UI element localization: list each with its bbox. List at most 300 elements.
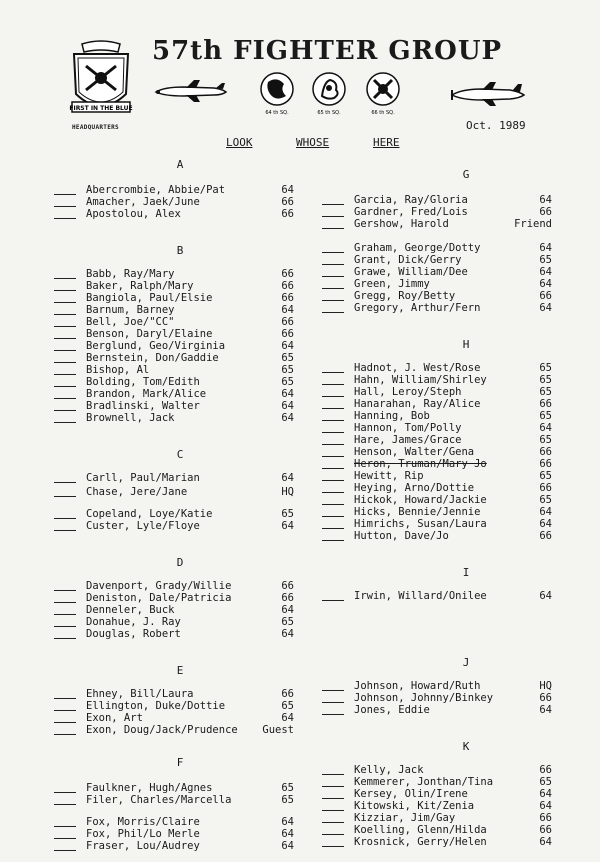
roster-entry — [54, 280, 304, 292]
member-name: Deniston, Dale/Patricia — [86, 592, 232, 604]
checkoff-blank[interactable] — [54, 290, 76, 291]
squadron-code: 65 — [539, 374, 552, 386]
member-name: Jones, Eddie — [354, 704, 430, 716]
checkoff-blank[interactable] — [54, 792, 76, 793]
checkoff-blank[interactable] — [54, 410, 76, 411]
squadron-code: 65 — [281, 376, 294, 388]
checkoff-blank[interactable] — [322, 786, 344, 787]
checkoff-blank[interactable] — [322, 264, 344, 265]
member-name: Copeland, Loye/Katie — [86, 508, 213, 520]
checkoff-blank[interactable] — [322, 774, 344, 775]
roster-entry — [54, 376, 304, 388]
roster-entry — [54, 628, 304, 640]
roster-entry — [322, 506, 572, 518]
squadron-code: 64 — [281, 840, 294, 852]
member-name: Hahn, William/Shirley — [354, 374, 487, 386]
member-name: Exon, Doug/Jack/Prudence — [86, 724, 238, 736]
member-name: Johnson, Howard/Ruth — [354, 680, 481, 692]
squadron-code: 64 — [539, 788, 552, 800]
member-name: Bishop, Al — [86, 364, 150, 376]
member-name: Fraser, Lou/Audrey — [86, 840, 200, 852]
roster-entry — [54, 486, 304, 498]
squadron-code: 66 — [539, 206, 552, 218]
member-name: Custer, Lyle/Floye — [86, 520, 200, 532]
roster-entry — [54, 688, 304, 700]
roster-entry — [322, 290, 572, 302]
member-name: Hannon, Tom/Polly — [354, 422, 462, 434]
member-name: Kitowski, Kit/Zenia — [354, 800, 475, 812]
squadron-code: 66 — [281, 316, 294, 328]
roster-entry — [54, 412, 304, 424]
checkoff-blank[interactable] — [322, 504, 344, 505]
checkoff-blank[interactable] — [54, 338, 76, 339]
roster-entry — [322, 266, 572, 278]
squadron-code: 65 — [539, 410, 552, 422]
member-name: Fox, Phil/Lo Merle — [86, 828, 200, 840]
roster-entry — [54, 840, 304, 852]
member-name: Heying, Arno/Dottie — [354, 482, 475, 494]
squadron-code: 65 — [281, 700, 294, 712]
checkoff-blank[interactable] — [322, 408, 344, 409]
squadron-code: 64 — [281, 604, 294, 616]
roster-entry — [322, 374, 572, 386]
checkoff-blank[interactable] — [322, 288, 344, 289]
checkoff-blank[interactable] — [322, 468, 344, 469]
roster-entry — [322, 446, 572, 458]
member-name: Garcia, Ray/Gloria — [354, 194, 468, 206]
roster-entry — [322, 242, 572, 254]
roster-entry — [54, 316, 304, 328]
checkoff-blank[interactable] — [322, 228, 344, 229]
squadron-code: 66 — [539, 482, 552, 494]
squadron-code: 66 — [281, 268, 294, 280]
checkoff-blank[interactable] — [54, 362, 76, 363]
section-letter-a: A — [176, 158, 184, 171]
checkoff-blank[interactable] — [54, 518, 76, 519]
squadron-code: 66 — [539, 398, 552, 410]
roster-entry — [322, 836, 572, 848]
checkoff-blank[interactable] — [322, 252, 344, 253]
squadron-code: 66 — [281, 280, 294, 292]
roster-entry — [54, 580, 304, 592]
squadron-code: 64 — [281, 412, 294, 424]
member-name: Koelling, Glenn/Hilda — [354, 824, 487, 836]
squadron-code: 64 — [539, 590, 552, 602]
squadron-code: 64 — [539, 704, 552, 716]
member-name: Grant, Dick/Gerry — [354, 254, 462, 266]
checkoff-blank[interactable] — [322, 384, 344, 385]
roster-entry — [54, 388, 304, 400]
checkoff-blank[interactable] — [54, 314, 76, 315]
member-name: Bell, Joe/"CC" — [86, 316, 175, 328]
member-name: Kemmerer, Jonthan/Tina — [354, 776, 494, 788]
roster-entry — [54, 712, 304, 724]
section-letter-i: I — [462, 566, 470, 579]
roster-entry — [322, 800, 572, 812]
member-name: Faulkner, Hugh/Agnes — [86, 782, 213, 794]
roster-entry — [322, 494, 572, 506]
roster-entry — [322, 254, 572, 266]
checkoff-blank[interactable] — [322, 204, 344, 205]
roster-entry — [54, 616, 304, 628]
squadron-code: 64 — [539, 302, 552, 314]
squadron-code: 65 — [281, 508, 294, 520]
checkoff-blank[interactable] — [322, 690, 344, 691]
roster-entry — [322, 776, 572, 788]
member-name: Bradlinski, Walter — [86, 400, 200, 412]
checkoff-blank[interactable] — [322, 798, 344, 799]
member-name: Donahue, J. Ray — [86, 616, 181, 628]
checkoff-blank[interactable] — [322, 528, 344, 529]
roster-entry — [322, 704, 572, 716]
squadron-code: 64 — [281, 712, 294, 724]
roster-entry — [322, 194, 572, 206]
roster-entry — [54, 592, 304, 604]
checkoff-blank[interactable] — [322, 372, 344, 373]
roster-entry — [322, 434, 572, 446]
roster-entry — [322, 764, 572, 776]
member-name: Abercrombie, Abbie/Pat — [86, 184, 226, 196]
squadron-code: 64 — [539, 266, 552, 278]
checkoff-blank[interactable] — [322, 216, 344, 217]
squadron-code: 65 — [281, 794, 294, 806]
squadron-code: 64 — [281, 520, 294, 532]
roster-entry — [322, 422, 572, 434]
checkoff-blank[interactable] — [54, 626, 76, 627]
roster-entry — [54, 340, 304, 352]
checkoff-blank[interactable] — [54, 386, 76, 387]
checkoff-blank[interactable] — [54, 350, 76, 351]
member-name: Henson, Walter/Gena — [354, 446, 475, 458]
squadron-code: 64 — [281, 828, 294, 840]
roster-entry — [322, 278, 572, 290]
roster-entry — [322, 812, 572, 824]
roster-entry — [322, 518, 572, 530]
roster-entry — [54, 196, 304, 208]
checkoff-blank[interactable] — [322, 456, 344, 457]
roster-entry — [54, 724, 304, 736]
member-name: Filer, Charles/Marcella — [86, 794, 232, 806]
roster-entry — [322, 302, 572, 314]
squadron-code: 65 — [281, 364, 294, 376]
member-name: Apostolou, Alex — [86, 208, 181, 220]
member-name: Irwin, Willard/Onilee — [354, 590, 487, 602]
member-name: Kersey, Olin/Irene — [354, 788, 468, 800]
squadron-code: 65 — [539, 362, 552, 374]
checkoff-blank[interactable] — [322, 396, 344, 397]
member-name: Babb, Ray/Mary — [86, 268, 175, 280]
checkoff-blank[interactable] — [322, 432, 344, 433]
member-name: Hare, James/Grace — [354, 434, 462, 446]
squadron-code: 66 — [281, 592, 294, 604]
squadron-code: 65 — [281, 352, 294, 364]
checkoff-blank[interactable] — [54, 638, 76, 639]
checkoff-blank[interactable] — [54, 850, 76, 851]
roster-entry — [322, 692, 572, 704]
checkoff-blank[interactable] — [54, 710, 76, 711]
roster-entry — [322, 218, 572, 230]
member-name: Brownell, Jack — [86, 412, 175, 424]
checkoff-blank[interactable] — [322, 312, 344, 313]
member-name: Hanarahan, Ray/Alice — [354, 398, 481, 410]
member-name: Ehney, Bill/Laura — [86, 688, 194, 700]
roster-entry — [54, 520, 304, 532]
66th-squadron-badge-icon — [364, 72, 402, 116]
member-name: Green, Jimmy — [354, 278, 430, 290]
checkoff-blank[interactable] — [54, 722, 76, 723]
section-letter-f: F — [176, 756, 184, 769]
squadron-code: 64 — [539, 506, 552, 518]
member-name: Himrichs, Susan/Laura — [354, 518, 487, 530]
roster-entry — [54, 292, 304, 304]
64th-squadron-label: 64 th SQ. — [265, 110, 289, 116]
checkoff-blank[interactable] — [54, 530, 76, 531]
squadron-code: 66 — [281, 208, 294, 220]
checkoff-blank[interactable] — [322, 600, 344, 601]
squadron-code: 66 — [281, 580, 294, 592]
member-name: Exon, Art — [86, 712, 143, 724]
checkoff-blank[interactable] — [322, 516, 344, 517]
squadron-code: 66 — [539, 812, 552, 824]
squadron-code: 66 — [539, 692, 552, 704]
roster-entry — [54, 794, 304, 806]
roster-entry — [322, 788, 572, 800]
section-letter-c: C — [176, 448, 184, 461]
squadron-code: 65 — [281, 616, 294, 628]
checkoff-blank[interactable] — [54, 734, 76, 735]
member-name: Hicks, Bennie/Jennie — [354, 506, 481, 518]
member-name: Gershow, Harold — [354, 218, 449, 230]
roster-entry — [322, 386, 572, 398]
squadron-code: 66 — [281, 196, 294, 208]
checkoff-blank[interactable] — [322, 492, 344, 493]
member-name: Barnum, Barney — [86, 304, 175, 316]
checkoff-blank[interactable] — [322, 702, 344, 703]
heading-look: LOOK — [226, 136, 253, 149]
member-name: Krosnick, Gerry/Helen — [354, 836, 487, 848]
heading-whose: WHOSE — [296, 136, 330, 149]
member-name: Grawe, William/Dee — [354, 266, 468, 278]
squadron-code: HQ — [539, 680, 552, 692]
heading-here: HERE — [373, 136, 400, 149]
checkoff-blank[interactable] — [54, 302, 76, 303]
64th-squadron-badge-icon — [258, 72, 296, 116]
member-name: Heron, Truman/Mary Jo — [354, 458, 487, 470]
squadron-code: 64 — [539, 194, 552, 206]
checkoff-blank[interactable] — [54, 496, 76, 497]
member-name: Fox, Morris/Claire — [86, 816, 200, 828]
fighter-plane-icon — [154, 78, 228, 104]
section-letter-k: K — [462, 740, 470, 753]
checkoff-blank[interactable] — [322, 846, 344, 847]
roster-entry — [54, 472, 304, 484]
member-name: Hanning, Bob — [354, 410, 430, 422]
checkoff-blank[interactable] — [322, 480, 344, 481]
checkoff-blank[interactable] — [322, 276, 344, 277]
roster-entry — [54, 328, 304, 340]
roster-entry — [54, 782, 304, 794]
roster-entry — [322, 470, 572, 482]
squadron-code: 64 — [539, 800, 552, 812]
roster-entry — [54, 700, 304, 712]
squadron-code: 64 — [281, 628, 294, 640]
checkoff-blank[interactable] — [322, 540, 344, 541]
checkoff-blank[interactable] — [322, 810, 344, 811]
roster-entry — [54, 208, 304, 220]
squadron-code: 65 — [281, 782, 294, 794]
roster-entry — [54, 816, 304, 828]
member-name: Baker, Ralph/Mary — [86, 280, 194, 292]
squadron-code: 64 — [281, 400, 294, 412]
checkoff-blank[interactable] — [54, 826, 76, 827]
roster-entry — [322, 824, 572, 836]
member-name: Benson, Daryl/Elaine — [86, 328, 213, 340]
squadron-code: 66 — [539, 824, 552, 836]
checkoff-blank[interactable] — [54, 698, 76, 699]
squadron-code: 64 — [281, 304, 294, 316]
member-name: Gregory, Arthur/Fern — [354, 302, 481, 314]
checkoff-blank[interactable] — [54, 278, 76, 279]
checkoff-blank[interactable] — [322, 714, 344, 715]
checkoff-blank[interactable] — [54, 422, 76, 423]
member-name: Graham, George/Dotty — [354, 242, 481, 254]
checkoff-blank[interactable] — [54, 326, 76, 327]
crest-icon — [68, 40, 134, 124]
member-name: Hewitt, Rip — [354, 470, 424, 482]
squadron-code: 66 — [539, 530, 552, 542]
member-name: Bernstein, Don/Gaddie — [86, 352, 219, 364]
member-name: Hutton, Dave/Jo — [354, 530, 449, 542]
member-name: Bangiola, Paul/Elsie — [86, 292, 213, 304]
checkoff-blank[interactable] — [54, 218, 76, 219]
fighter-plane-icon — [448, 80, 526, 108]
roster-entry — [54, 604, 304, 616]
squadron-code: 64 — [281, 472, 294, 484]
squadron-code: 64 — [539, 242, 552, 254]
roster-entry — [54, 268, 304, 280]
squadron-code: 65 — [539, 386, 552, 398]
roster-entry — [322, 590, 572, 602]
roster-entry — [322, 530, 572, 542]
squadron-code: Friend — [514, 218, 552, 230]
member-name: Hall, Leroy/Steph — [354, 386, 462, 398]
page-title: 57th FIGHTER GROUP — [152, 36, 503, 66]
checkoff-blank[interactable] — [54, 206, 76, 207]
checkoff-blank[interactable] — [54, 374, 76, 375]
member-name: Johnson, Johnny/Binkey — [354, 692, 494, 704]
squadron-code: 66 — [539, 290, 552, 302]
66th-squadron-label: 66 th SQ. — [371, 110, 395, 116]
member-name: Ellington, Duke/Dottie — [86, 700, 226, 712]
squadron-code: 65 — [539, 776, 552, 788]
squadron-code: 66 — [539, 446, 552, 458]
roster-entry — [54, 304, 304, 316]
roster-entry — [54, 364, 304, 376]
roster-entry — [54, 184, 304, 196]
squadron-code: 64 — [539, 278, 552, 290]
member-name: Amacher, Jaek/June — [86, 196, 200, 208]
checkoff-blank[interactable] — [54, 614, 76, 615]
squadron-code: Guest — [262, 724, 294, 736]
squadron-code: 65 — [539, 494, 552, 506]
roster-entry — [54, 400, 304, 412]
checkoff-blank[interactable] — [322, 420, 344, 421]
squadron-code: 66 — [281, 688, 294, 700]
squadron-code: 66 — [281, 328, 294, 340]
squadron-code: 66 — [281, 292, 294, 304]
section-letter-e: E — [176, 664, 184, 677]
section-letter-j: J — [462, 656, 470, 669]
roster-entry — [322, 680, 572, 692]
section-letter-b: B — [176, 244, 184, 257]
member-name: Gregg, Roy/Betty — [354, 290, 456, 302]
member-name: Denneler, Buck — [86, 604, 175, 616]
squadron-code: 64 — [539, 836, 552, 848]
issue-date: Oct. 1989 — [466, 119, 526, 132]
member-name: Kelly, Jack — [354, 764, 424, 776]
checkoff-blank[interactable] — [54, 804, 76, 805]
member-name: Kizziar, Jim/Gay — [354, 812, 456, 824]
roster-entry — [322, 398, 572, 410]
checkoff-blank[interactable] — [54, 602, 76, 603]
squadron-code: 65 — [539, 434, 552, 446]
member-name: Brandon, Mark/Alice — [86, 388, 207, 400]
roster-entry — [54, 508, 304, 520]
member-name: Carll, Paul/Marian — [86, 472, 200, 484]
squadron-code: 64 — [281, 388, 294, 400]
member-name: Douglas, Robert — [86, 628, 181, 640]
roster-entry — [322, 362, 572, 374]
checkoff-blank[interactable] — [322, 834, 344, 835]
squadron-code: 66 — [539, 458, 552, 470]
checkoff-blank[interactable] — [322, 300, 344, 301]
roster-entry — [322, 458, 572, 470]
checkoff-blank[interactable] — [54, 194, 76, 195]
roster-entry — [54, 828, 304, 840]
member-name: Davenport, Grady/Willie — [86, 580, 232, 592]
crest-banner: FIRST IN THE BLUE — [69, 105, 133, 112]
section-letter-d: D — [176, 556, 184, 569]
squadron-code: 64 — [281, 816, 294, 828]
squadron-code: 65 — [539, 254, 552, 266]
checkoff-blank[interactable] — [322, 444, 344, 445]
squadron-code: 66 — [539, 764, 552, 776]
checkoff-blank[interactable] — [322, 822, 344, 823]
squadron-code: 64 — [281, 184, 294, 196]
checkoff-blank[interactable] — [54, 838, 76, 839]
checkoff-blank[interactable] — [54, 482, 76, 483]
squadron-code: HQ — [281, 486, 294, 498]
squadron-code: 64 — [539, 422, 552, 434]
checkoff-blank[interactable] — [54, 590, 76, 591]
member-name: Bolding, Tom/Edith — [86, 376, 200, 388]
squadron-code: 64 — [281, 340, 294, 352]
roster-entry — [322, 482, 572, 494]
65th-squadron-label: 65 th SQ. — [317, 110, 341, 116]
member-name: Gardner, Fred/Lois — [354, 206, 468, 218]
member-name: Hadnot, J. West/Rose — [354, 362, 481, 374]
section-letter-h: H — [462, 338, 470, 351]
member-name: Chase, Jere/Jane — [86, 486, 188, 498]
roster-entry — [54, 352, 304, 364]
roster-entry — [322, 410, 572, 422]
roster-entry — [322, 206, 572, 218]
headquarters-label: HEADQUARTERS — [72, 124, 119, 131]
checkoff-blank[interactable] — [54, 398, 76, 399]
squadron-code: 65 — [539, 470, 552, 482]
section-letter-g: G — [462, 168, 470, 181]
squadron-code: 64 — [539, 518, 552, 530]
